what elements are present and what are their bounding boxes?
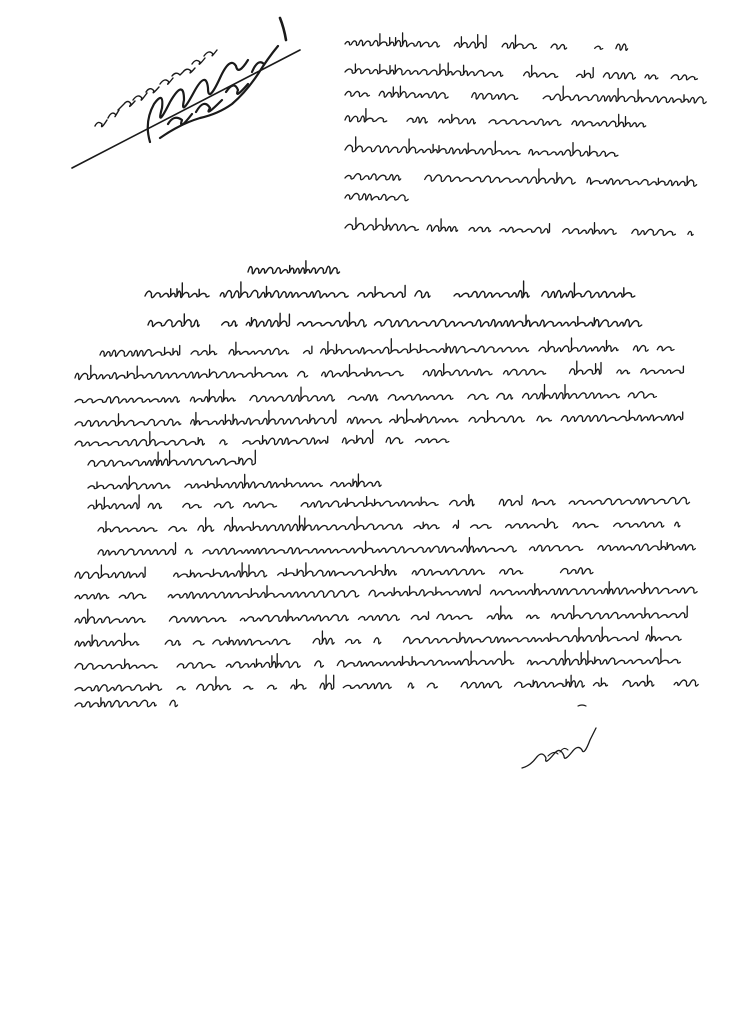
addressee-line [345, 33, 628, 50]
body-line [75, 409, 683, 426]
resolution-signature [72, 18, 300, 168]
body-line [98, 516, 694, 532]
body-line [75, 649, 680, 669]
title-line [145, 281, 635, 298]
title-line [248, 261, 340, 274]
body-line [75, 606, 687, 624]
body-line [75, 627, 681, 646]
body-line [88, 495, 699, 509]
body-line [88, 474, 381, 489]
document-title [145, 261, 642, 327]
closing-signature [522, 705, 596, 768]
addressee-block [345, 33, 708, 236]
resolution-stamp [72, 18, 300, 168]
addressee-line [345, 86, 706, 103]
addressee-line [345, 169, 697, 186]
addressee-line [345, 218, 693, 236]
body-line [75, 698, 178, 707]
body-line [75, 361, 683, 379]
addressee-line [345, 109, 646, 127]
body-line [100, 338, 674, 356]
body-line [75, 582, 697, 599]
statement-body [75, 338, 699, 707]
addressee-line [345, 193, 424, 200]
body-line [75, 675, 698, 691]
resolution-text [95, 50, 217, 127]
body-line [75, 385, 682, 404]
title-line [148, 312, 642, 326]
addressee-line [345, 137, 618, 156]
addressee-line [345, 63, 708, 80]
body-line [98, 538, 695, 556]
body-line [88, 450, 255, 466]
body-line [75, 430, 449, 446]
body-line [75, 563, 614, 579]
